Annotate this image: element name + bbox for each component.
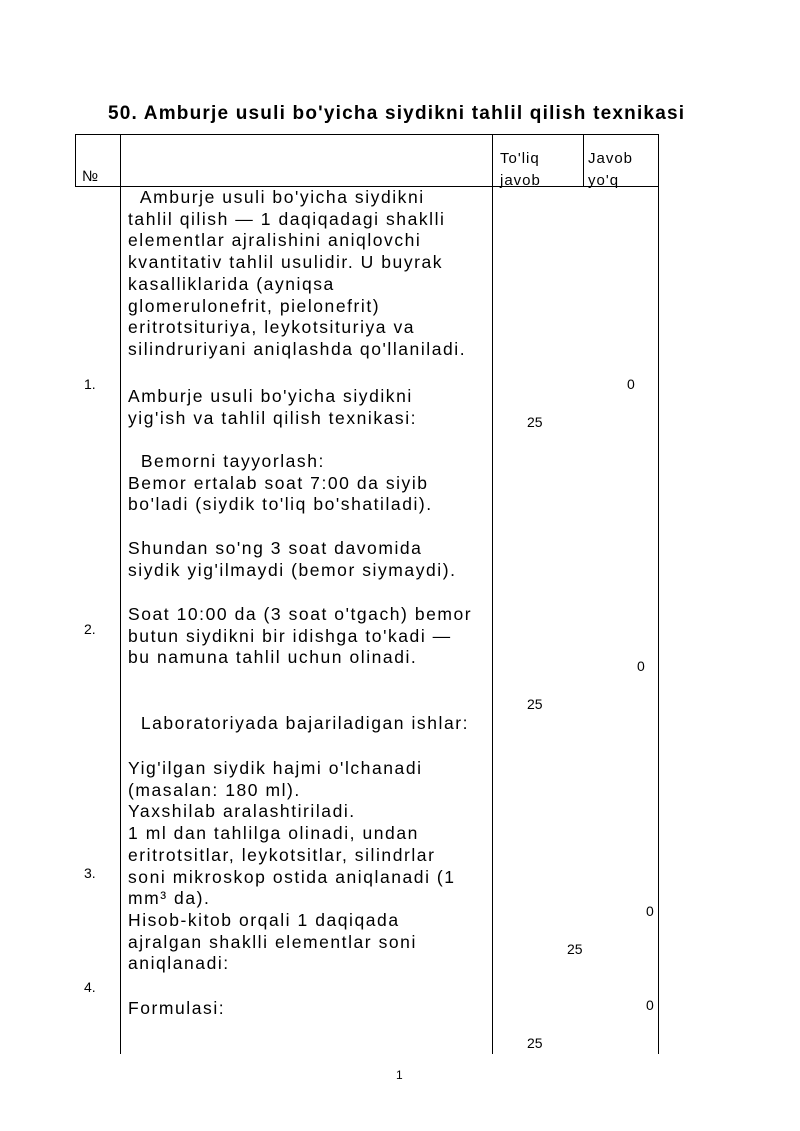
page-number: 1 bbox=[396, 1068, 403, 1082]
score-full: 25 bbox=[567, 941, 583, 957]
document-title: 50. Amburje usuli bo'yicha siydikni tahlil qilish texnikasi bbox=[108, 103, 686, 124]
table-border-left bbox=[75, 134, 76, 187]
score-none: 0 bbox=[627, 376, 635, 392]
column-divider-number bbox=[120, 134, 121, 1054]
column-divider-none bbox=[583, 134, 584, 187]
score-full: 25 bbox=[527, 696, 543, 712]
table-border-right bbox=[658, 134, 659, 1054]
header-full-answer: To'liq javob bbox=[500, 150, 541, 189]
score-full: 25 bbox=[527, 414, 543, 430]
score-none: 0 bbox=[646, 997, 654, 1013]
score-none: 0 bbox=[646, 903, 654, 919]
body-paragraph: Amburje usuli bo'yicha siydikni yig'ish va tahlil qilish texnikasi: bbox=[128, 386, 418, 428]
score-none: 0 bbox=[637, 658, 645, 674]
header-no-answer: Javob yo'q bbox=[588, 150, 634, 189]
body-paragraph: Shundan so'ng 3 soat davomida siydik yig'ilmaydi (bemor siymaydi). bbox=[128, 538, 457, 580]
row-number: 4. bbox=[84, 979, 96, 995]
body-paragraph: Amburje usuli bo'yicha siydikni tahlil qilish — 1 daqiqadagi shaklli elementlar ajralishini aniqlovchi kvantitativ tahlil usulidir. U buyrak kasalliklarida (ayniqsa glomerulonefrit, pielonefrit) eritrotsituriya, leykotsituriya va silindruriyani aniqlashda qo'llaniladi. bbox=[128, 187, 467, 359]
body-paragraph: Laboratoriyada bajariladigan ishlar: bbox=[128, 713, 470, 733]
table-border-top bbox=[75, 134, 659, 135]
header-number: № bbox=[82, 168, 100, 185]
score-full: 25 bbox=[527, 1035, 543, 1051]
body-paragraph: Soat 10:00 da (3 soat o'tgach) bemor butun siydikni bir idishga to'kadi — bu namuna tahlil uchun olinadi. bbox=[128, 604, 473, 668]
column-divider-full bbox=[492, 134, 493, 1054]
row-number: 3. bbox=[84, 865, 96, 881]
body-paragraph: Bemorni tayyorlash: Bemor ertalab soat 7:00 da siyib bo'ladi (siydik to'liq bo'shatiladi). bbox=[128, 451, 433, 515]
body-paragraph: Yig'ilgan siydik hajmi o'lchanadi (masalan: 180 ml). Yaxshilab aralashtiriladi. 1 ml dan tahlilga olinadi, undan eritrotsitlar, leykotsitlar, silindrlar soni mikroskop ostida aniqlanadi (1 mm³ da). Hisob-kitob orqali 1 daqiqada ajralgan shaklli elementlar soni aniqlanadi: bbox=[128, 758, 456, 974]
row-number: 2. bbox=[84, 621, 96, 637]
row-number: 1. bbox=[84, 376, 96, 392]
body-paragraph: Formulasi: bbox=[128, 998, 226, 1018]
